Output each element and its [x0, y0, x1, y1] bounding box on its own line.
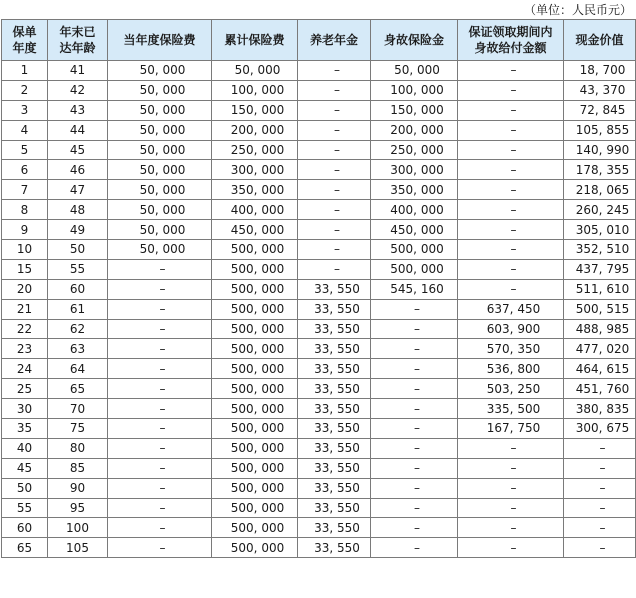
- cell-guaranteed-period-death-payment: –: [458, 538, 564, 558]
- cell-cumulative-premium: 500, 000: [212, 240, 298, 260]
- cell-death-benefit: –: [371, 478, 458, 498]
- cell-policy-year: 21: [2, 299, 48, 319]
- table-row: [2, 220, 636, 240]
- cell-death-benefit: 500, 000: [371, 259, 458, 279]
- cell-cash-value: 437, 795: [564, 259, 636, 279]
- cell-death-benefit: –: [371, 379, 458, 399]
- table-row: [2, 419, 636, 439]
- cell-annual-premium: –: [108, 379, 212, 399]
- cell-pension-annuity: –: [298, 220, 371, 240]
- cell-cumulative-premium: 500, 000: [212, 279, 298, 299]
- cell-policy-year: 2: [2, 80, 48, 100]
- header-line: 养老年金: [309, 33, 358, 47]
- table-row: [2, 80, 636, 100]
- table-row: [2, 100, 636, 120]
- cell-guaranteed-period-death-payment: –: [458, 478, 564, 498]
- cell-guaranteed-period-death-payment: –: [458, 279, 564, 299]
- cell-policy-year: 3: [2, 100, 48, 120]
- cell-death-benefit: 200, 000: [371, 120, 458, 140]
- cell-age-at-year-end: 85: [48, 458, 108, 478]
- cell-cumulative-premium: 400, 000: [212, 200, 298, 220]
- table-row: [2, 399, 636, 419]
- cell-pension-annuity: 33, 550: [298, 438, 371, 458]
- cell-annual-premium: 50, 000: [108, 120, 212, 140]
- header-policy-year: [2, 20, 48, 61]
- cell-policy-year: 40: [2, 438, 48, 458]
- cell-cumulative-premium: 500, 000: [212, 419, 298, 439]
- cell-cumulative-premium: 500, 000: [212, 438, 298, 458]
- cell-policy-year: 23: [2, 339, 48, 359]
- benefit-table: [1, 19, 636, 558]
- cell-death-benefit: –: [371, 319, 458, 339]
- table-row: [2, 319, 636, 339]
- cell-annual-premium: 50, 000: [108, 160, 212, 180]
- cell-policy-year: 30: [2, 399, 48, 419]
- cell-death-benefit: 450, 000: [371, 220, 458, 240]
- cell-annual-premium: –: [108, 259, 212, 279]
- cell-guaranteed-period-death-payment: 503, 250: [458, 379, 564, 399]
- cell-pension-annuity: 33, 550: [298, 339, 371, 359]
- cell-guaranteed-period-death-payment: 570, 350: [458, 339, 564, 359]
- cell-cumulative-premium: 500, 000: [212, 339, 298, 359]
- cell-policy-year: 10: [2, 240, 48, 260]
- header-line: 年度: [12, 41, 37, 55]
- cell-cash-value: 451, 760: [564, 379, 636, 399]
- cell-cumulative-premium: 500, 000: [212, 498, 298, 518]
- cell-annual-premium: –: [108, 498, 212, 518]
- cell-annual-premium: –: [108, 478, 212, 498]
- cell-guaranteed-period-death-payment: –: [458, 240, 564, 260]
- cell-guaranteed-period-death-payment: –: [458, 259, 564, 279]
- cell-death-benefit: –: [371, 518, 458, 538]
- cell-age-at-year-end: 70: [48, 399, 108, 419]
- header-line: 累计保险费: [224, 33, 285, 47]
- cell-guaranteed-period-death-payment: –: [458, 80, 564, 100]
- cell-cumulative-premium: 50, 000: [212, 61, 298, 81]
- cell-guaranteed-period-death-payment: –: [458, 220, 564, 240]
- cell-death-benefit: 300, 000: [371, 160, 458, 180]
- cell-age-at-year-end: 63: [48, 339, 108, 359]
- cell-cumulative-premium: 500, 000: [212, 259, 298, 279]
- cell-death-benefit: 50, 000: [371, 61, 458, 81]
- cell-policy-year: 9: [2, 220, 48, 240]
- cell-annual-premium: 50, 000: [108, 180, 212, 200]
- cell-cumulative-premium: 350, 000: [212, 180, 298, 200]
- header-line: 身故保险金: [383, 33, 444, 47]
- cell-cash-value: 380, 835: [564, 399, 636, 419]
- cell-pension-annuity: 33, 550: [298, 399, 371, 419]
- cell-cumulative-premium: 500, 000: [212, 458, 298, 478]
- cell-death-benefit: 500, 000: [371, 240, 458, 260]
- cell-pension-annuity: –: [298, 259, 371, 279]
- cell-guaranteed-period-death-payment: –: [458, 180, 564, 200]
- cell-pension-annuity: 33, 550: [298, 299, 371, 319]
- cell-pension-annuity: –: [298, 160, 371, 180]
- cell-age-at-year-end: 64: [48, 359, 108, 379]
- cell-cash-value: 305, 010: [564, 220, 636, 240]
- cell-annual-premium: –: [108, 319, 212, 339]
- cell-age-at-year-end: 105: [48, 538, 108, 558]
- cell-cumulative-premium: 500, 000: [212, 538, 298, 558]
- cell-death-benefit: 150, 000: [371, 100, 458, 120]
- header-line: 当年度保险费: [123, 33, 196, 47]
- cell-annual-premium: 50, 000: [108, 100, 212, 120]
- cell-cumulative-premium: 450, 000: [212, 220, 298, 240]
- cell-pension-annuity: 33, 550: [298, 538, 371, 558]
- cell-policy-year: 25: [2, 379, 48, 399]
- cell-cumulative-premium: 500, 000: [212, 319, 298, 339]
- cell-annual-premium: –: [108, 458, 212, 478]
- cell-cumulative-premium: 500, 000: [212, 299, 298, 319]
- cell-annual-premium: –: [108, 538, 212, 558]
- cell-cash-value: –: [564, 458, 636, 478]
- cell-cash-value: –: [564, 438, 636, 458]
- cell-cash-value: 300, 675: [564, 419, 636, 439]
- cell-guaranteed-period-death-payment: –: [458, 100, 564, 120]
- cell-cash-value: 18, 700: [564, 61, 636, 81]
- cell-pension-annuity: –: [298, 80, 371, 100]
- cell-guaranteed-period-death-payment: –: [458, 518, 564, 538]
- cell-death-benefit: –: [371, 399, 458, 419]
- cell-death-benefit: 250, 000: [371, 140, 458, 160]
- cell-cash-value: 260, 245: [564, 200, 636, 220]
- cell-guaranteed-period-death-payment: –: [458, 160, 564, 180]
- cell-policy-year: 20: [2, 279, 48, 299]
- cell-pension-annuity: –: [298, 61, 371, 81]
- cell-cumulative-premium: 150, 000: [212, 100, 298, 120]
- cell-age-at-year-end: 65: [48, 379, 108, 399]
- cell-cumulative-premium: 200, 000: [212, 120, 298, 140]
- cell-annual-premium: –: [108, 359, 212, 379]
- table-row: [2, 538, 636, 558]
- table-row: [2, 458, 636, 478]
- header-cumulative-premium: [212, 20, 298, 61]
- cell-pension-annuity: 33, 550: [298, 458, 371, 478]
- table-row: [2, 518, 636, 538]
- table-row: [2, 240, 636, 260]
- cell-cash-value: 488, 985: [564, 319, 636, 339]
- cell-guaranteed-period-death-payment: –: [458, 120, 564, 140]
- table-row: [2, 120, 636, 140]
- cell-policy-year: 15: [2, 259, 48, 279]
- cell-cash-value: –: [564, 538, 636, 558]
- cell-pension-annuity: –: [298, 100, 371, 120]
- cell-guaranteed-period-death-payment: –: [458, 61, 564, 81]
- cell-age-at-year-end: 62: [48, 319, 108, 339]
- table-row: [2, 180, 636, 200]
- cell-guaranteed-period-death-payment: –: [458, 140, 564, 160]
- cell-policy-year: 24: [2, 359, 48, 379]
- cell-death-benefit: –: [371, 359, 458, 379]
- cell-pension-annuity: –: [298, 180, 371, 200]
- cell-death-benefit: –: [371, 458, 458, 478]
- cell-policy-year: 4: [2, 120, 48, 140]
- cell-death-benefit: 545, 160: [371, 279, 458, 299]
- cell-guaranteed-period-death-payment: 637, 450: [458, 299, 564, 319]
- cell-guaranteed-period-death-payment: –: [458, 438, 564, 458]
- cell-annual-premium: 50, 000: [108, 61, 212, 81]
- cell-age-at-year-end: 41: [48, 61, 108, 81]
- header-line: 保证领取期间内: [468, 25, 553, 39]
- cell-age-at-year-end: 80: [48, 438, 108, 458]
- cell-guaranteed-period-death-payment: –: [458, 458, 564, 478]
- cell-annual-premium: –: [108, 438, 212, 458]
- cell-cash-value: 500, 515: [564, 299, 636, 319]
- cell-age-at-year-end: 44: [48, 120, 108, 140]
- cell-policy-year: 35: [2, 419, 48, 439]
- table-row: [2, 359, 636, 379]
- header-age-at-year-end: [48, 20, 108, 61]
- cell-pension-annuity: 33, 550: [298, 379, 371, 399]
- cell-age-at-year-end: 46: [48, 160, 108, 180]
- cell-cash-value: 477, 020: [564, 339, 636, 359]
- cell-guaranteed-period-death-payment: –: [458, 498, 564, 518]
- cell-cumulative-premium: 300, 000: [212, 160, 298, 180]
- header-line: 身故给付金额: [474, 41, 547, 55]
- cell-pension-annuity: 33, 550: [298, 419, 371, 439]
- cell-pension-annuity: –: [298, 240, 371, 260]
- table-body: [2, 61, 636, 558]
- table-row: [2, 438, 636, 458]
- header-row: [2, 20, 636, 61]
- header-line: 年末已: [59, 25, 96, 39]
- cell-policy-year: 50: [2, 478, 48, 498]
- cell-pension-annuity: –: [298, 200, 371, 220]
- table-row: [2, 61, 636, 81]
- cell-cash-value: –: [564, 518, 636, 538]
- table-row: [2, 200, 636, 220]
- cell-age-at-year-end: 49: [48, 220, 108, 240]
- cell-cumulative-premium: 500, 000: [212, 399, 298, 419]
- cell-annual-premium: –: [108, 419, 212, 439]
- cell-age-at-year-end: 60: [48, 279, 108, 299]
- cell-death-benefit: 400, 000: [371, 200, 458, 220]
- cell-cumulative-premium: 100, 000: [212, 80, 298, 100]
- cell-death-benefit: –: [371, 538, 458, 558]
- cell-age-at-year-end: 43: [48, 100, 108, 120]
- table-row: [2, 140, 636, 160]
- cell-cash-value: 218, 065: [564, 180, 636, 200]
- cell-guaranteed-period-death-payment: –: [458, 200, 564, 220]
- cell-cash-value: 352, 510: [564, 240, 636, 260]
- table-header: [2, 20, 636, 61]
- cell-policy-year: 22: [2, 319, 48, 339]
- cell-death-benefit: –: [371, 498, 458, 518]
- cell-age-at-year-end: 48: [48, 200, 108, 220]
- cell-death-benefit: 350, 000: [371, 180, 458, 200]
- cell-cash-value: –: [564, 498, 636, 518]
- cell-policy-year: 8: [2, 200, 48, 220]
- cell-cumulative-premium: 500, 000: [212, 478, 298, 498]
- cell-cash-value: –: [564, 478, 636, 498]
- table-row: [2, 339, 636, 359]
- header-pension-annuity: [298, 20, 371, 61]
- table-row: [2, 160, 636, 180]
- cell-cumulative-premium: 500, 000: [212, 379, 298, 399]
- cell-cash-value: 140, 990: [564, 140, 636, 160]
- cell-age-at-year-end: 90: [48, 478, 108, 498]
- cell-pension-annuity: –: [298, 140, 371, 160]
- cell-age-at-year-end: 75: [48, 419, 108, 439]
- cell-guaranteed-period-death-payment: 167, 750: [458, 419, 564, 439]
- table-row: [2, 299, 636, 319]
- cell-pension-annuity: 33, 550: [298, 279, 371, 299]
- cell-cash-value: 464, 615: [564, 359, 636, 379]
- cell-annual-premium: –: [108, 299, 212, 319]
- cell-age-at-year-end: 45: [48, 140, 108, 160]
- cell-age-at-year-end: 61: [48, 299, 108, 319]
- cell-annual-premium: –: [108, 518, 212, 538]
- table-row: [2, 498, 636, 518]
- cell-cash-value: 43, 370: [564, 80, 636, 100]
- cell-death-benefit: 100, 000: [371, 80, 458, 100]
- table-row: [2, 279, 636, 299]
- cell-annual-premium: –: [108, 339, 212, 359]
- cell-age-at-year-end: 50: [48, 240, 108, 260]
- header-line: 保单: [12, 25, 37, 39]
- cell-policy-year: 45: [2, 458, 48, 478]
- header-annual-premium: [108, 20, 212, 61]
- cell-death-benefit: –: [371, 339, 458, 359]
- cell-annual-premium: –: [108, 279, 212, 299]
- cell-death-benefit: –: [371, 419, 458, 439]
- cell-pension-annuity: 33, 550: [298, 359, 371, 379]
- header-death-benefit: [371, 20, 458, 61]
- cell-guaranteed-period-death-payment: 536, 800: [458, 359, 564, 379]
- cell-cash-value: 72, 845: [564, 100, 636, 120]
- cell-cash-value: 511, 610: [564, 279, 636, 299]
- cell-pension-annuity: 33, 550: [298, 478, 371, 498]
- cell-policy-year: 65: [2, 538, 48, 558]
- cell-annual-premium: 50, 000: [108, 200, 212, 220]
- cell-pension-annuity: 33, 550: [298, 319, 371, 339]
- cell-cumulative-premium: 250, 000: [212, 140, 298, 160]
- table-row: [2, 478, 636, 498]
- cell-annual-premium: 50, 000: [108, 140, 212, 160]
- cell-policy-year: 60: [2, 518, 48, 538]
- cell-annual-premium: 50, 000: [108, 240, 212, 260]
- cell-pension-annuity: 33, 550: [298, 518, 371, 538]
- table-row: [2, 379, 636, 399]
- cell-age-at-year-end: 42: [48, 80, 108, 100]
- cell-annual-premium: –: [108, 399, 212, 419]
- cell-policy-year: 1: [2, 61, 48, 81]
- cell-cumulative-premium: 500, 000: [212, 359, 298, 379]
- cell-policy-year: 5: [2, 140, 48, 160]
- cell-pension-annuity: –: [298, 120, 371, 140]
- table-row: [2, 259, 636, 279]
- cell-policy-year: 6: [2, 160, 48, 180]
- cell-annual-premium: 50, 000: [108, 80, 212, 100]
- cell-cash-value: 105, 855: [564, 120, 636, 140]
- cell-age-at-year-end: 95: [48, 498, 108, 518]
- cell-age-at-year-end: 100: [48, 518, 108, 538]
- unit-note: （单位：人民币元）: [523, 3, 632, 17]
- header-cash-value: [564, 20, 636, 61]
- cell-death-benefit: –: [371, 438, 458, 458]
- cell-age-at-year-end: 47: [48, 180, 108, 200]
- header-line: 现金价值: [575, 33, 624, 47]
- cell-death-benefit: –: [371, 299, 458, 319]
- cell-guaranteed-period-death-payment: 603, 900: [458, 319, 564, 339]
- cell-cumulative-premium: 500, 000: [212, 518, 298, 538]
- header-guaranteed-period-death-payment: [458, 20, 564, 61]
- cell-annual-premium: 50, 000: [108, 220, 212, 240]
- cell-policy-year: 7: [2, 180, 48, 200]
- header-line: 达年龄: [59, 41, 96, 55]
- cell-guaranteed-period-death-payment: 335, 500: [458, 399, 564, 419]
- cell-pension-annuity: 33, 550: [298, 498, 371, 518]
- cell-cash-value: 178, 355: [564, 160, 636, 180]
- cell-age-at-year-end: 55: [48, 259, 108, 279]
- cell-policy-year: 55: [2, 498, 48, 518]
